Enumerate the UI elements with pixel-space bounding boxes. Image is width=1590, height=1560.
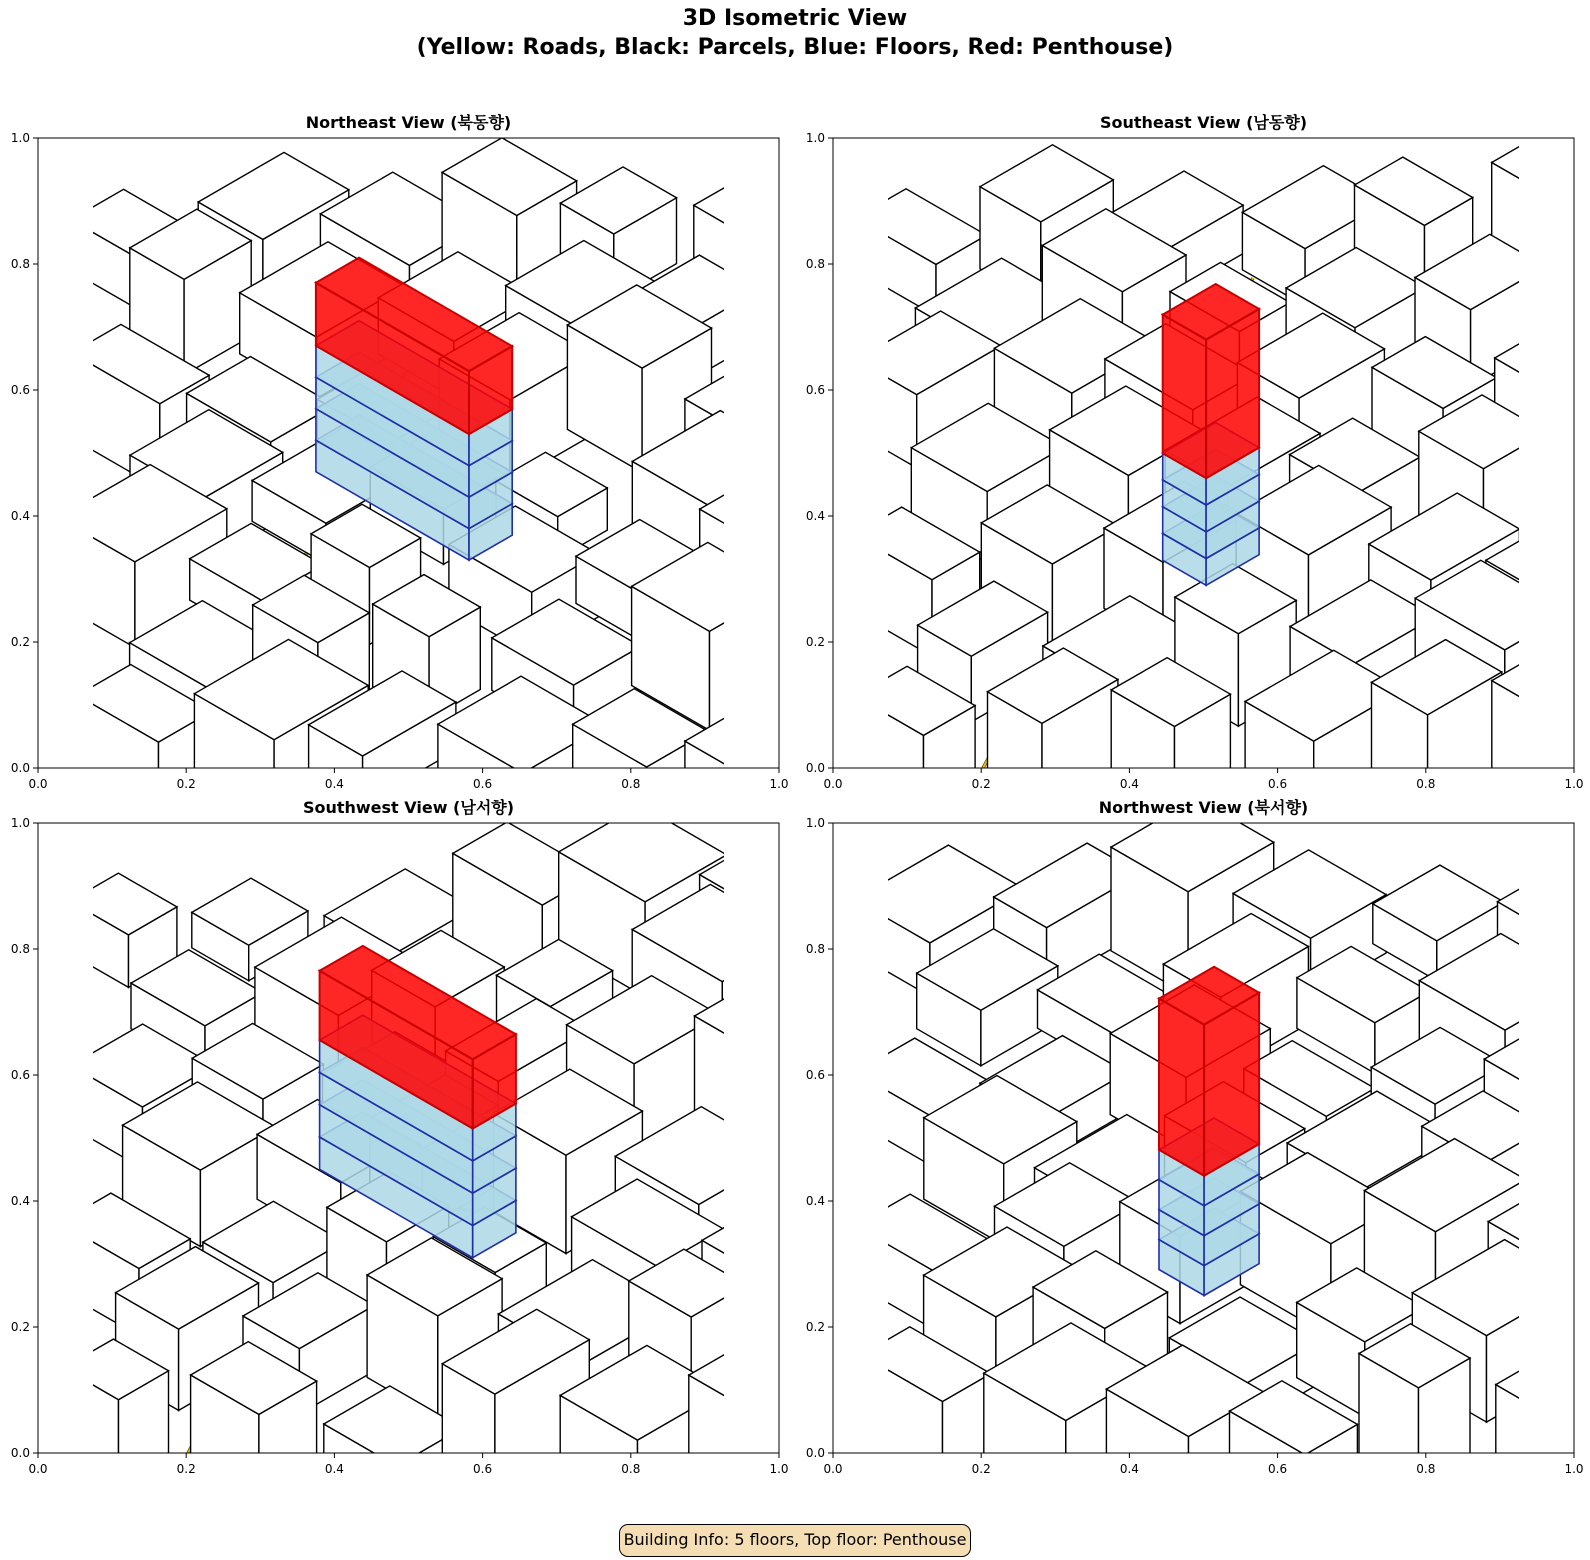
x-tick-label: 0.2 (971, 777, 991, 791)
x-tick-label: 0.4 (1119, 1462, 1139, 1476)
view-panel-1 (11, 113, 899, 830)
y-tick-label: 0.6 (805, 1068, 825, 1082)
target-building (1163, 284, 1259, 585)
x-tick-label: 0.6 (473, 1462, 493, 1476)
y-tick-label: 0.4 (10, 1194, 30, 1208)
x-tick-label: 0.2 (971, 1462, 991, 1476)
x-tick-label: 0.8 (621, 777, 641, 791)
y-tick-label: 0.4 (805, 509, 825, 523)
x-tick-label: 0.2 (176, 777, 196, 791)
x-tick-label: 0.0 (823, 777, 843, 791)
x-tick-label: 0.0 (28, 1462, 48, 1476)
y-tick-label: 0.6 (10, 383, 30, 397)
x-tick-label: 1.0 (1564, 777, 1584, 791)
x-tick-label: 0.2 (176, 1462, 196, 1476)
x-tick-label: 0.8 (1416, 1462, 1436, 1476)
panel-title: Southwest View (남서향) (302, 798, 515, 817)
view-panel-3 (11, 798, 918, 1509)
y-tick-label: 1.0 (10, 131, 30, 145)
y-tick-label: 1.0 (805, 816, 825, 830)
y-tick-label: 0.2 (10, 1320, 30, 1334)
y-tick-label: 0.8 (10, 257, 30, 271)
target-building (1159, 967, 1259, 1296)
y-tick-label: 0.2 (805, 635, 825, 649)
figure-title-line-1: 3D Isometric View (682, 6, 908, 31)
y-tick-label: 0.4 (10, 509, 30, 523)
y-tick-label: 0.8 (10, 942, 30, 956)
panel-title: Northeast View (북동향) (305, 113, 512, 132)
x-tick-label: 0.4 (324, 1462, 344, 1476)
view-panel-4 (806, 798, 1590, 1512)
y-tick-label: 0.0 (10, 1446, 30, 1460)
x-tick-label: 0.0 (28, 777, 48, 791)
x-tick-label: 0.6 (473, 777, 493, 791)
y-tick-label: 0.4 (805, 1194, 825, 1208)
y-tick-label: 0.0 (805, 761, 825, 775)
x-tick-label: 0.6 (1268, 1462, 1288, 1476)
x-tick-label: 0.8 (1416, 777, 1436, 791)
panel-title: Northwest View (북서향) (1098, 798, 1309, 817)
y-tick-label: 0.8 (805, 257, 825, 271)
panel-title: Southeast View (남동향) (1099, 113, 1308, 132)
y-tick-label: 1.0 (805, 131, 825, 145)
y-tick-label: 0.0 (805, 1446, 825, 1460)
x-tick-label: 0.0 (823, 1462, 843, 1476)
penthouse-left-face (1163, 315, 1206, 479)
y-tick-label: 0.6 (10, 1068, 30, 1082)
penthouse-left-face (1159, 999, 1204, 1176)
building-info-box: Building Info: 5 floors, Top floor: Penthouse (619, 1524, 971, 1557)
y-tick-label: 0.2 (10, 635, 30, 649)
surrounding-building-right-face (1573, 1383, 1590, 1503)
y-tick-label: 0.8 (805, 942, 825, 956)
y-tick-label: 0.2 (805, 1320, 825, 1334)
x-tick-label: 0.8 (621, 1462, 641, 1476)
y-tick-label: 1.0 (10, 816, 30, 830)
x-tick-label: 0.4 (1119, 777, 1139, 791)
x-tick-label: 1.0 (769, 777, 789, 791)
x-tick-label: 0.4 (324, 777, 344, 791)
view-panel-2 (806, 113, 1590, 824)
figure-title-line-2: (Yellow: Roads, Black: Parcels, Blue: Floors, Red: Penthouse) (416, 35, 1174, 60)
x-tick-label: 0.6 (1268, 777, 1288, 791)
city-scene (855, 798, 1590, 1512)
y-tick-label: 0.6 (805, 383, 825, 397)
x-tick-label: 1.0 (1564, 1462, 1584, 1476)
x-tick-label: 1.0 (769, 1462, 789, 1476)
y-tick-label: 0.0 (10, 761, 30, 775)
